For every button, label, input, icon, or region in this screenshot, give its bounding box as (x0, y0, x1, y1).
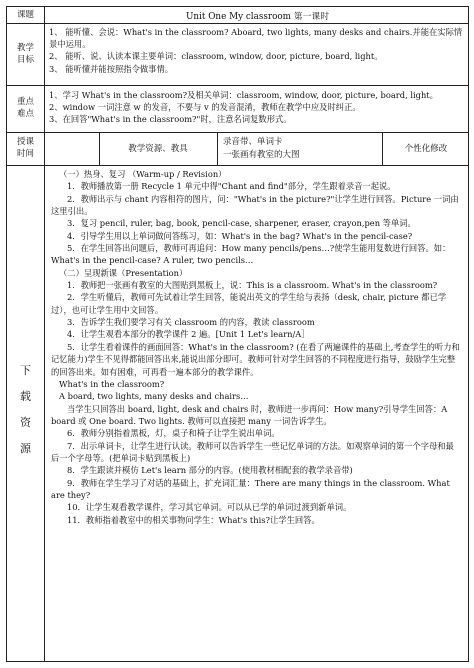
step-paragraph: 2．学生听懂后，教师可先试着让学生回答，能说出英文的学生给与表扬（desk, chair, picture 都已学过），也可让学生用中文回答。 (51, 292, 447, 315)
personal-changes-label: 个性化修改 (404, 144, 448, 154)
dialogue-line: A board, two lights, many desks and chairs… (59, 391, 249, 402)
key-point-item: 2、window 一词注意 w 的发音，不要与 v 的发音混淆，教师在教学中应及时纠正。 (49, 102, 361, 113)
step-paragraph: 4．让学生观看本部分的教学课件 2 遍。[Unit 1 Let's learn/A］ (67, 329, 310, 340)
step-paragraph: 6．教师分别指着黑板，灯，桌子和椅子让学生说出单词。 (67, 428, 280, 439)
divider (44, 7, 45, 23)
goals-row (7, 24, 468, 86)
goals-label-line: 教学 (16, 43, 34, 53)
lesson-title: Unit One My classroom 第一课时 (185, 12, 329, 22)
step-paragraph: 7．出示单词卡，让学生进行认读。教师可以告诉学生一些记忆单词的方法。如观察单词的第一个字母和最后一个字母等。(把单词卡贴到黑板上) (51, 440, 454, 463)
dialogue-line: What's in the classroom? (59, 378, 165, 389)
vertical-char: 载 (20, 390, 31, 403)
download-resources-label (7, 358, 44, 462)
key-points-label-line: 难点 (16, 109, 34, 119)
key-point-item: 1、学习 What's in the classroom?及相关单词：classroom, window, door, picture, board, light。 (49, 90, 438, 100)
resource-item: 一张画有教室的大图 (223, 150, 300, 160)
divider (44, 166, 45, 661)
resources-label: 教学资源、教具 (128, 144, 188, 154)
process-content (51, 168, 462, 526)
step-paragraph: 1．教师播放第一册 Recycle 1 单元中得"Chant and find"部分，学生跟着录音一起说。 (67, 181, 396, 192)
divider (44, 86, 45, 132)
step-paragraph: 10．让学生观看教学课件，学习其它单词。可以从已学的单词过渡到新单词。 (67, 502, 352, 513)
title-row (7, 7, 468, 24)
step-paragraph: 3．告诉学生我们要学习有关 classroom 的内容，教读 classroom (67, 317, 315, 328)
key-points-label-line: 重点 (16, 97, 34, 107)
lesson-plan-table (6, 6, 469, 662)
vertical-char: 源 (20, 442, 31, 455)
step-paragraph: 1．教师把一张画有教室的大图贴到黑板上，说：This is a classroom. What's in the classroom? (67, 280, 438, 291)
time-label-line: 时间 (16, 149, 34, 159)
key-points-content (49, 89, 465, 126)
resources-items (223, 136, 300, 162)
step-paragraph: 11．教师指着教室中的相关事物问学生：What's this?让学生回答。 (67, 514, 320, 525)
time-label (7, 136, 44, 160)
divider (217, 133, 218, 165)
subject-label: 课题 (16, 10, 34, 20)
step-paragraph: 3．复习 pencil, ruler, bag, book, pencil-case, sharpener, eraser, crayon,pen 等单词。 (67, 218, 416, 229)
time-label-line: 授课 (16, 137, 34, 147)
section-heading: （一）热身、复习 （Warm-up / Revision） (59, 169, 227, 179)
step-paragraph: 8．学生跟读并模仿 Let's learn 部分的内容。(使用教材相配套的教学录音带) (67, 465, 353, 476)
divider (44, 133, 45, 165)
step-paragraph: 4．引导学生用以上单词做问答练习，如：What's in the bag? What's in the pencil-case? (67, 230, 413, 241)
section-heading: （二）呈现新课（Presentation） (59, 267, 188, 278)
key-point-item: 3、在回答"What's in the classroom?"时，注意名词复数形式。 (49, 114, 292, 125)
goal-item: 2、 能听、说、认读本课主要单词：classroom, window, door, picture, board, light。 (49, 51, 383, 62)
key-points-row (7, 86, 468, 133)
goal-item: 3、 能听懂并能按照指令做事情。 (49, 63, 174, 74)
goal-item: 1、 能听懂、会说：What's in the classroom? Aboard, two lights, many desks and chairs.并能在实际情景中运用。 (49, 27, 463, 50)
step-paragraph: 5．让学生看着课件的画面回答：What's in the classroom? (在看了两遍课件的基础上,考查学生的听力和记忆能力)学生不见得都能回答出来,能说出部分即可。教师可针对学生回答的不同程度进行指导，鼓励学生完整的回答出来。如有困难，可再看一遍本部分的教学课件。 (51, 341, 460, 377)
vertical-char: 资 (20, 416, 31, 429)
divider (44, 24, 45, 85)
key-points-label (7, 96, 44, 120)
resources-row (7, 133, 468, 166)
process-row (7, 166, 468, 661)
goals-label (7, 42, 44, 66)
vertical-char: 下 (20, 364, 31, 377)
step-paragraph: 当学生只回答出 board, light, desk and chairs 时，教师进一步再问：How many?引导学生回答：A board 或 One board. Two lights. 教师可以直接把 many 一词告诉学生。 (51, 403, 448, 426)
goals-content (49, 26, 465, 75)
resource-item: 录音带、单词卡 (223, 137, 283, 147)
goals-label-line: 目标 (16, 55, 34, 65)
step-paragraph: 9．教师在学生学习了对话的基础上，扩充词汇量：There are many things in the classroom. What are they? (51, 477, 450, 500)
step-paragraph: 5．在学生回答出问题后，教师可再追问：How many pencils/pens…?使学生能用复数进行回答。如：What's in the pencil-case? A ruler, two pencils… (51, 243, 451, 266)
step-paragraph: 2．教师出示与 chant 内容相符的图片，问："What's in the picture?"让学生进行回答。Picture 一词由这里引出。 (51, 193, 459, 217)
